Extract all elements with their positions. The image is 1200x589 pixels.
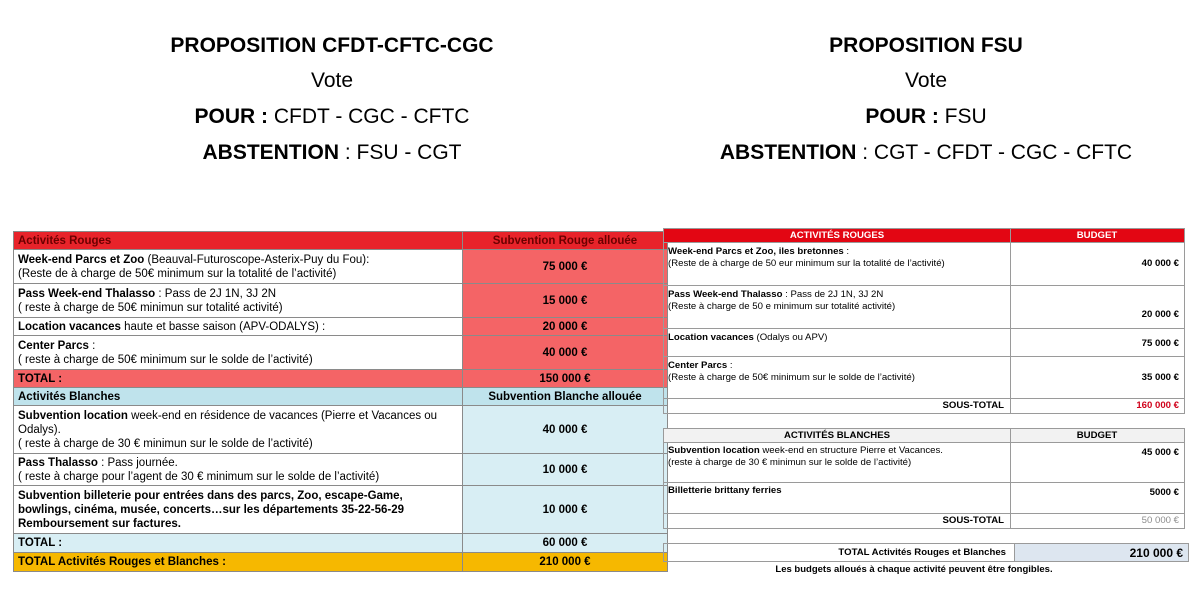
table-row — [664, 329, 1185, 357]
row-label — [14, 406, 463, 454]
table-header-row — [664, 429, 1185, 443]
row-value: 75 000 € — [1011, 329, 1185, 357]
row-note: (Reste à charge de 50€ minimum sur le solde de l’activité) — [668, 372, 915, 383]
table-row — [14, 250, 668, 284]
row-title: Week-end Parcs et Zoo, iles bretonnes — [668, 246, 844, 257]
blanches-col-header: Subvention Blanche allouée — [463, 388, 668, 406]
row-label — [14, 454, 463, 486]
table-row — [14, 486, 668, 534]
row-value: 45 000 € — [1011, 443, 1185, 483]
row-label: Billetterie brittany ferries — [664, 483, 1011, 514]
total-row — [14, 534, 668, 553]
row-title: Subvention location — [18, 409, 128, 422]
subtotal-label: SOUS-TOTAL — [664, 514, 1011, 529]
row-label — [664, 243, 1011, 286]
row-detail: : Pass journée. — [97, 456, 178, 469]
row-value: 20 000 € — [1011, 286, 1185, 329]
row-label — [14, 336, 463, 370]
row-detail: week-end en structure Pierre et Vacances. — [759, 445, 943, 456]
left-budget-table — [13, 231, 668, 572]
total-blanches-value: 60 000 € — [463, 534, 668, 553]
table-row — [664, 286, 1185, 329]
row-detail: : — [843, 246, 850, 257]
right-pour-label: POUR : — [865, 105, 939, 128]
subtotal-row — [664, 514, 1185, 529]
left-pour-label: POUR : — [194, 105, 269, 128]
row-label — [664, 357, 1011, 399]
row-label — [664, 443, 1011, 483]
rouges-col-header: Subvention Rouge allouée — [463, 232, 668, 250]
row-title: Location vacances — [668, 332, 754, 343]
row-label — [664, 286, 1011, 329]
right-blanches-table — [663, 428, 1185, 529]
right-vote-label: Vote — [904, 69, 948, 92]
row-note: ( reste à charge de 50€ minimun sur totalité activité) — [18, 301, 283, 314]
grand-total-row — [664, 544, 1189, 562]
table-row — [14, 284, 668, 318]
table-row — [664, 443, 1185, 483]
row-value: 40 000 € — [463, 406, 668, 454]
left-vote-label: Vote — [310, 69, 354, 92]
grand-total-label: TOTAL Activités Rouges et Blanches : — [14, 553, 463, 572]
row-note: (Reste à charge de 50 e minimum sur totalité activité) — [668, 301, 896, 312]
table-row — [14, 406, 668, 454]
table-row — [664, 357, 1185, 399]
left-abstention-line — [52, 135, 612, 171]
grand-total-value: 210 000 € — [463, 553, 668, 572]
left-abstention-label: ABSTENTION — [202, 141, 339, 164]
grand-total-row — [14, 553, 668, 572]
row-note: ( reste à charge pour l’agent de 30 € minimum sur le solde de l’activité) — [18, 470, 380, 483]
row-title: Center Parcs — [668, 360, 728, 371]
blanches-header: ACTIVITÉS BLANCHES — [664, 429, 1011, 443]
subtotal-label: SOUS-TOTAL — [664, 399, 1011, 414]
subtotal-value: 50 000 € — [1011, 514, 1185, 529]
row-title: Pass Week-end Thalasso — [18, 287, 156, 300]
row-note: (Reste de à charge de 50 eur minimum sur la totalité de l’activité) — [668, 258, 945, 269]
table-row — [14, 454, 668, 486]
grand-total-value: 210 000 € — [1015, 544, 1189, 562]
right-pour-value: FSU — [944, 105, 987, 128]
right-proposition-heading — [646, 28, 1200, 171]
left-pour-line — [52, 99, 612, 135]
row-title: Subvention location — [668, 445, 760, 456]
row-title: Location vacances — [18, 320, 121, 333]
left-proposition-heading — [52, 28, 612, 171]
row-value: 40 000 € — [463, 336, 668, 370]
total-row — [14, 370, 668, 388]
right-grand-total-table — [663, 543, 1189, 562]
grand-total-label: TOTAL Activités Rouges et Blanches — [664, 544, 1015, 562]
left-abstention-value: : FSU - CGT — [344, 141, 462, 164]
row-detail: haute et basse saison (APV-ODALYS) : — [120, 320, 326, 333]
right-abstention-line — [646, 135, 1200, 171]
subtotal-value: 160 000 € — [1011, 399, 1185, 414]
row-detail: (Beauval-Futuroscope-Asterix-Puy du Fou): — [144, 253, 370, 266]
row-detail: week-end en résidence de vacances (Pierre et Vacances ou Odalys). — [18, 409, 438, 436]
row-note: (reste à charge de 30 € minimun sur le solde de l’activité) — [668, 457, 912, 468]
row-value: 40 000 € — [1011, 243, 1185, 286]
row-detail: : — [727, 360, 733, 371]
left-pour-value: CFDT - CGC - CFTC — [273, 105, 470, 128]
row-detail: (Odalys ou APV) — [753, 332, 828, 343]
table-row — [14, 318, 668, 336]
left-proposition-title: PROPOSITION CFDT-CFTC-CGC — [170, 34, 494, 57]
row-detail: : Pass de 2J 1N, 3J 2N — [155, 287, 277, 300]
row-note: ( reste à charge de 50€ minimum sur le solde de l’activité) — [18, 353, 313, 366]
row-note: (Reste de à charge de 50€ minimum sur la totalité de l’activité) — [18, 267, 337, 280]
rouges-header: ACTIVITÉS ROUGES — [664, 229, 1011, 243]
table-row — [14, 336, 668, 370]
right-proposition-title: PROPOSITION FSU — [829, 34, 1023, 57]
right-abstention-value: : CGT - CFDT - CGC - CFTC — [862, 141, 1133, 164]
row-label — [14, 318, 463, 336]
row-value: 5000 € — [1011, 483, 1185, 514]
table-header-row — [14, 232, 668, 250]
row-title: Week-end Parcs et Zoo — [18, 253, 145, 266]
row-value: 10 000 € — [463, 454, 668, 486]
row-value: 15 000 € — [463, 284, 668, 318]
row-label — [14, 284, 463, 318]
table-row — [664, 243, 1185, 286]
table-row — [664, 483, 1185, 514]
right-rouges-table — [663, 228, 1185, 414]
row-value: 75 000 € — [463, 250, 668, 284]
row-label — [14, 250, 463, 284]
table-header-row — [664, 229, 1185, 243]
row-value: 10 000 € — [463, 486, 668, 534]
budget-header: BUDGET — [1011, 429, 1185, 443]
row-label — [664, 329, 1011, 357]
right-pour-line — [646, 99, 1200, 135]
subtotal-row — [664, 399, 1185, 414]
blanches-header: Activités Blanches — [14, 388, 463, 406]
row-value: 20 000 € — [463, 318, 668, 336]
right-abstention-label: ABSTENTION — [719, 141, 857, 164]
footnote: Les budgets alloués à chaque activité peuvent être fongibles. — [775, 564, 1053, 575]
row-title: Pass Thalasso — [18, 456, 98, 469]
table-header-row — [14, 388, 668, 406]
budget-header: BUDGET — [1011, 229, 1185, 243]
row-title: Pass Week-end Thalasso — [668, 289, 783, 300]
row-value: 35 000 € — [1011, 357, 1185, 399]
rouges-header: Activités Rouges — [14, 232, 463, 250]
total-rouges-label: TOTAL : — [14, 370, 463, 388]
row-detail: : Pass de 2J 1N, 3J 2N — [782, 289, 884, 300]
total-rouges-value: 150 000 € — [463, 370, 668, 388]
total-blanches-label: TOTAL : — [14, 534, 463, 553]
row-title: Center Parcs — [18, 339, 89, 352]
row-label: Subvention billeterie pour entrées dans des parcs, Zoo, escape-Game, bowlings, cinéma, musée, concerts…sur les départements 35-22-56-29 Remboursement sur factures. — [14, 486, 463, 534]
row-detail: : — [88, 339, 96, 352]
row-note: ( reste à charge de 30 € minimun sur le solde de l’activité) — [18, 437, 313, 450]
